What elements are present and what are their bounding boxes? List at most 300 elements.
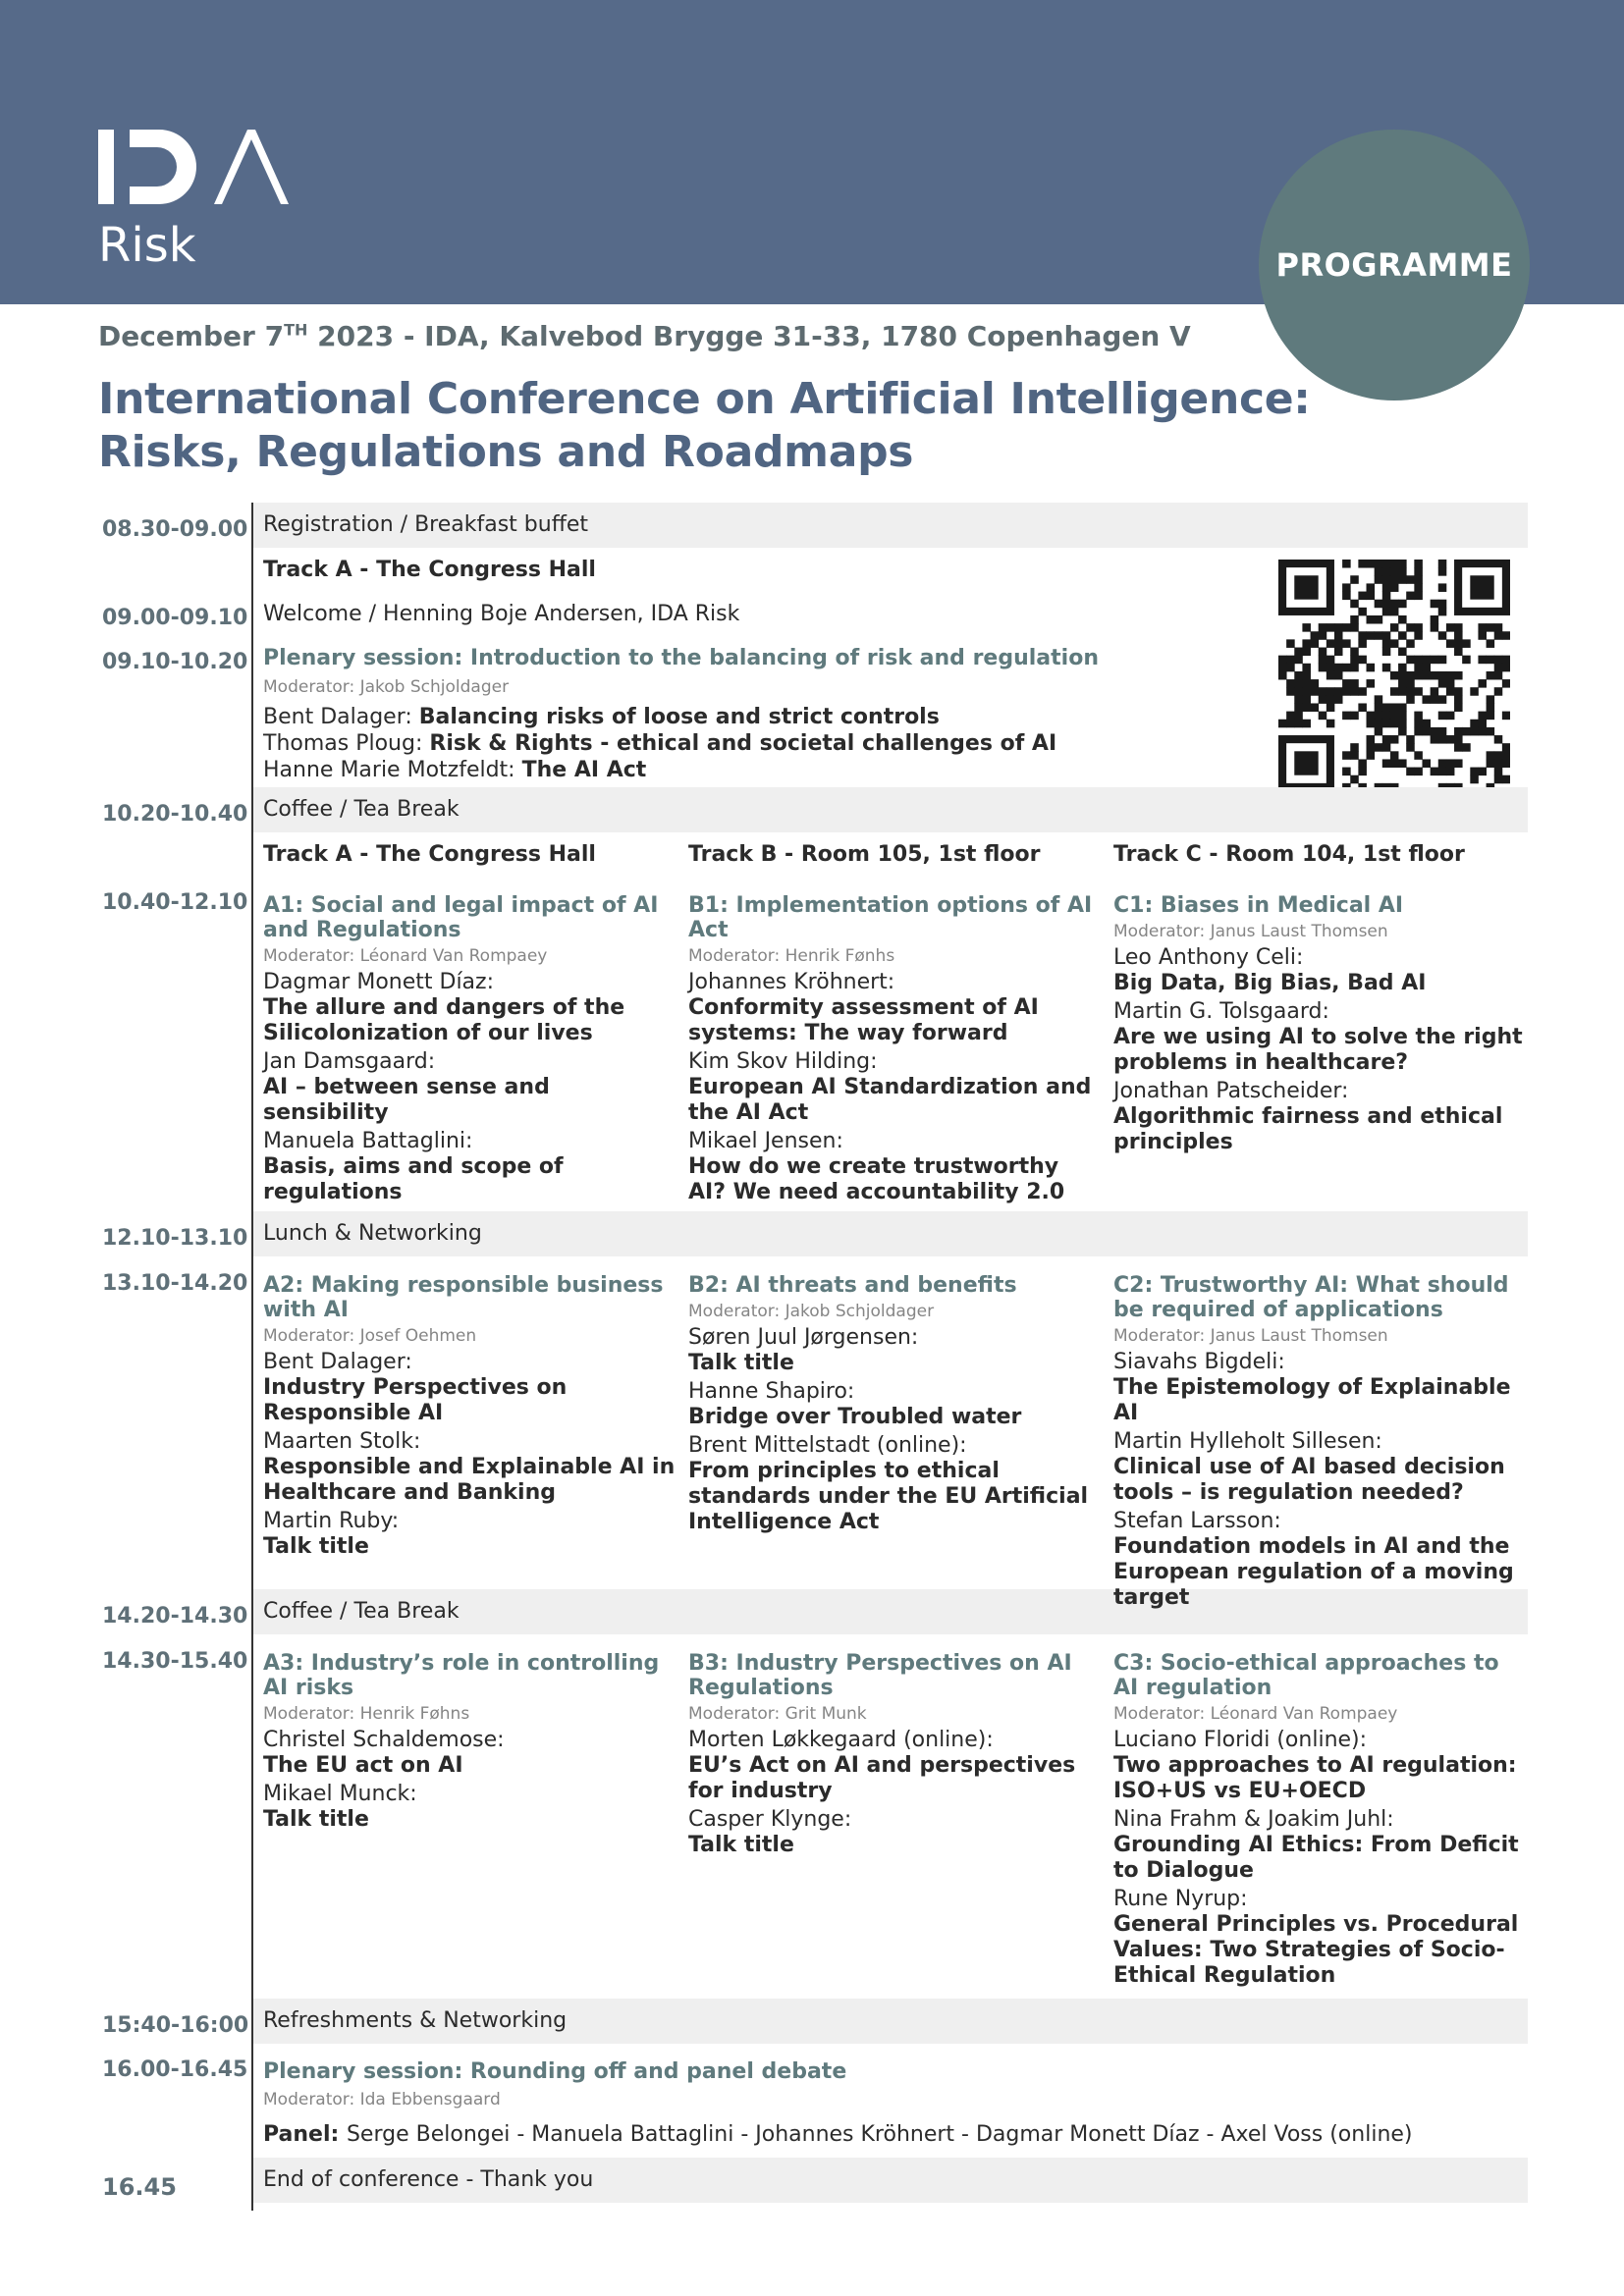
qr-module [1487, 703, 1495, 712]
qr-module [1350, 648, 1359, 657]
qr-module [1438, 567, 1447, 576]
talk-title: Conformity assessment of AI systems: The way forward [688, 995, 1039, 1045]
qr-code-icon[interactable] [1278, 560, 1510, 791]
qr-module [1319, 712, 1327, 721]
qr-module [1390, 703, 1399, 712]
welcome-text: Welcome / Henning Boje Andersen, IDA Risk [263, 602, 740, 626]
qr-module [1286, 656, 1295, 665]
speaker: Jonathan Patscheider: [1113, 1079, 1349, 1103]
qr-module [1390, 671, 1399, 680]
qr-module [1278, 656, 1287, 665]
qr-module [1406, 639, 1415, 648]
session-a3 [263, 1651, 676, 1833]
qr-module [1350, 712, 1359, 721]
qr-module [1478, 768, 1487, 776]
qr-module [1398, 575, 1407, 584]
qr-module [1326, 695, 1335, 704]
qr-module [1438, 608, 1447, 616]
qr-module [1494, 687, 1503, 696]
talk-title: Basis, aims and scope of regulations [263, 1154, 564, 1204]
time-block-2: 13.10-14.20 [102, 1271, 248, 1296]
qr-module [1431, 615, 1439, 624]
qr-module [1382, 608, 1391, 616]
time-lunch: 12.10-13.10 [102, 1226, 248, 1251]
qr-module [1358, 608, 1367, 616]
qr-module [1398, 679, 1407, 688]
session-b2 [688, 1273, 1101, 1535]
qr-module [1382, 759, 1391, 768]
qr-module [1350, 664, 1359, 672]
qr-module [1302, 639, 1311, 648]
qr-module [1302, 648, 1311, 657]
speaker: Maarten Stolk: [263, 1429, 421, 1454]
qr-module [1302, 695, 1311, 704]
ida-logo-icon [98, 130, 295, 204]
qr-module [1431, 735, 1439, 744]
speaker: Nina Frahm & Joakim Juhl: [1113, 1807, 1394, 1832]
session-moderator: Moderator: Léonard Van Rompaey [263, 946, 548, 966]
talk-title: Algorithmic fairness and ethical principles [1113, 1104, 1503, 1154]
speaker: Mikael Jensen: [688, 1129, 843, 1153]
qr-module [1406, 768, 1415, 776]
speaker: Dagmar Monett Díaz: [263, 970, 494, 994]
session-moderator: Moderator: Josef Oehmen [263, 1326, 477, 1346]
qr-module [1406, 743, 1415, 752]
qr-module [1342, 639, 1351, 648]
talk-title: Are we using AI to solve the right problems in healthcare? [1113, 1025, 1523, 1075]
talk-title: Grounding AI Ethics: From Deficit to Dialogue [1113, 1833, 1519, 1883]
qr-module [1462, 727, 1471, 736]
qr-module [1302, 664, 1311, 672]
plenary-1-talk: Thomas Ploug: Risk & Rights - ethical and societal challenges of AI [263, 731, 1057, 756]
qr-module [1487, 712, 1495, 721]
qr-module [1438, 583, 1447, 592]
qr-module [1438, 759, 1447, 768]
session-a1 [263, 893, 676, 1205]
qr-module [1286, 639, 1295, 648]
qr-module [1398, 712, 1407, 721]
qr-module [1422, 727, 1431, 736]
qr-module [1375, 615, 1383, 624]
qr-module [1382, 743, 1391, 752]
qr-module [1494, 751, 1503, 760]
qr-module [1334, 671, 1343, 680]
qr-module [1478, 623, 1487, 632]
qr-module [1406, 679, 1415, 688]
qr-module [1334, 648, 1343, 657]
talk-title: The allure and dangers of the Silicolonization of our lives [263, 995, 625, 1045]
speaker: Leo Anthony Celi: [1113, 945, 1304, 970]
qr-module [1367, 615, 1376, 624]
qr-module [1286, 687, 1295, 696]
qr-module [1494, 656, 1503, 665]
speaker: Bent Dalager: [263, 1350, 412, 1374]
qr-module [1494, 759, 1503, 768]
qr-module [1342, 687, 1351, 696]
qr-module [1478, 631, 1487, 640]
qr-module [1358, 656, 1367, 665]
session-c2 [1113, 1273, 1526, 1611]
qr-module [1382, 639, 1391, 648]
qr-module [1382, 583, 1391, 592]
talk-title: The EU act on AI [263, 1753, 463, 1778]
qr-module [1350, 656, 1359, 665]
qr-module [1390, 712, 1399, 721]
qr-module [1487, 623, 1495, 632]
qr-module [1311, 639, 1320, 648]
qr-module [1294, 575, 1318, 599]
qr-module [1294, 648, 1303, 657]
qr-module [1431, 695, 1439, 704]
qr-module [1454, 735, 1463, 744]
qr-module [1302, 671, 1311, 680]
qr-module [1398, 727, 1407, 736]
session-title: B3: Industry Perspectives on AI Regulations [688, 1651, 1072, 1700]
qr-module [1398, 720, 1407, 728]
plenary-2-moderator: Moderator: Ida Ebbensgaard [263, 2090, 501, 2109]
qr-module [1422, 664, 1431, 672]
qr-module [1311, 687, 1320, 696]
qr-module [1319, 631, 1327, 640]
qr-module [1454, 703, 1463, 712]
qr-module [1350, 615, 1359, 624]
qr-module [1414, 720, 1423, 728]
qr-module [1367, 743, 1376, 752]
qr-module [1422, 720, 1431, 728]
qr-module [1286, 712, 1295, 721]
qr-module [1286, 664, 1295, 672]
qr-module [1438, 631, 1447, 640]
qr-module [1350, 679, 1359, 688]
qr-module [1319, 648, 1327, 657]
qr-module [1494, 768, 1503, 776]
qr-module [1438, 695, 1447, 704]
talk-title: Responsible and Explainable AI in Healthcare and Banking [263, 1455, 676, 1505]
qr-module [1406, 575, 1415, 584]
qr-module [1367, 679, 1376, 688]
session-b3 [688, 1651, 1101, 1858]
qr-module [1350, 623, 1359, 632]
qr-module [1398, 703, 1407, 712]
qr-module [1375, 703, 1383, 712]
qr-module [1470, 575, 1493, 599]
timeline-divider [251, 503, 253, 2211]
qr-module [1278, 664, 1287, 672]
talk-title: AI – between sense and sensibility [263, 1075, 550, 1125]
qr-module [1358, 631, 1367, 640]
qr-module [1326, 623, 1335, 632]
qr-module [1414, 656, 1423, 665]
qr-module [1494, 631, 1503, 640]
session-title: C2: Trustworthy AI: What should be required of applications [1113, 1273, 1509, 1322]
talk-title: Clinical use of AI based decision tools – is regulation needed? [1113, 1455, 1505, 1505]
qr-module [1454, 727, 1463, 736]
talk-title: Foundation models in AI and the European regulation of a moving target [1113, 1534, 1514, 1610]
qr-module [1438, 656, 1447, 665]
talk-title: From principles to ethical standards under the EU Artificial Intelligence Act [688, 1459, 1089, 1534]
qr-module [1470, 687, 1479, 696]
speaker: Christel Schaldemose: [263, 1728, 505, 1752]
qr-module [1414, 712, 1423, 721]
qr-module [1367, 583, 1376, 592]
qr-module [1446, 639, 1455, 648]
track-b-heading: Track B - Room 105, 1st floor [688, 842, 1041, 867]
qr-module [1406, 671, 1415, 680]
qr-module [1375, 743, 1383, 752]
qr-module [1398, 560, 1407, 568]
talk-title: Bridge over Troubled water [688, 1405, 1022, 1429]
session-moderator: Moderator: Jakob Schjoldager [688, 1302, 935, 1321]
qr-module [1414, 623, 1423, 632]
qr-module [1294, 712, 1303, 721]
track-a-heading: Track A - The Congress Hall [263, 842, 596, 867]
qr-module [1382, 567, 1391, 576]
end-text: End of conference - Thank you [263, 2167, 594, 2192]
qr-module [1454, 687, 1463, 696]
event-date-location: December 7TH 2023 - IDA, Kalvebod Brygge 31-33, 1780 Copenhagen V [98, 320, 1191, 352]
session-moderator: Moderator: Henrik Føhns [263, 1704, 470, 1724]
qr-module [1487, 695, 1495, 704]
session-title: C1: Biases in Medical AI [1113, 893, 1404, 918]
qr-module [1494, 671, 1503, 680]
qr-module [1422, 759, 1431, 768]
qr-module [1342, 623, 1351, 632]
talk-title: Talk title [688, 1833, 794, 1857]
qr-module [1502, 759, 1510, 768]
qr-module [1438, 712, 1447, 721]
qr-module [1462, 639, 1471, 648]
qr-module [1367, 592, 1376, 601]
qr-module [1487, 751, 1495, 760]
qr-module [1382, 720, 1391, 728]
qr-module [1358, 703, 1367, 712]
qr-module [1390, 583, 1399, 592]
qr-module [1502, 656, 1510, 665]
qr-module [1390, 639, 1399, 648]
qr-module [1367, 751, 1376, 760]
qr-module [1398, 615, 1407, 624]
speaker: Stefan Larsson: [1113, 1509, 1281, 1533]
qr-module [1502, 743, 1510, 752]
qr-module [1446, 759, 1455, 768]
qr-module [1390, 687, 1399, 696]
qr-module [1367, 631, 1376, 640]
qr-module [1406, 656, 1415, 665]
qr-module [1478, 720, 1487, 728]
qr-module [1502, 679, 1510, 688]
qr-module [1494, 735, 1503, 744]
qr-module [1454, 759, 1463, 768]
qr-module [1398, 759, 1407, 768]
qr-module [1502, 664, 1510, 672]
qr-module [1390, 608, 1399, 616]
session-moderator: Moderator: Léonard Van Rompaey [1113, 1704, 1398, 1724]
qr-module [1294, 751, 1318, 774]
qr-module [1431, 768, 1439, 776]
qr-module [1431, 600, 1439, 609]
qr-module [1431, 656, 1439, 665]
qr-module [1326, 703, 1335, 712]
talk-title: How do we create trustworthy AI? We need accountability 2.0 [688, 1154, 1065, 1204]
qr-module [1350, 751, 1359, 760]
qr-module [1311, 703, 1320, 712]
qr-module [1334, 664, 1343, 672]
qr-module [1502, 712, 1510, 721]
qr-module [1311, 679, 1320, 688]
qr-module [1294, 656, 1303, 665]
qr-module [1358, 592, 1367, 601]
qr-module [1382, 703, 1391, 712]
qr-module [1342, 664, 1351, 672]
qr-module [1478, 679, 1487, 688]
qr-module [1414, 583, 1423, 592]
qr-module [1390, 751, 1399, 760]
qr-module [1326, 687, 1335, 696]
qr-module [1446, 679, 1455, 688]
speaker: Siavahs Bigdeli: [1113, 1350, 1285, 1374]
time-block-1: 10.40-12.10 [102, 890, 248, 915]
qr-module [1414, 560, 1423, 568]
talk-title: Industry Perspectives on Responsible AI [263, 1375, 568, 1425]
qr-module [1414, 592, 1423, 601]
qr-module [1302, 720, 1311, 728]
talk-title: Talk title [688, 1351, 794, 1375]
speaker: Jan Damsgaard: [263, 1049, 436, 1074]
qr-module [1375, 712, 1383, 721]
qr-module [1414, 687, 1423, 696]
qr-module [1334, 639, 1343, 648]
plenary-1-moderator: Moderator: Jakob Schjoldager [263, 677, 510, 697]
qr-module [1342, 583, 1351, 592]
brand-name: Risk [98, 218, 196, 273]
time-block-3: 14.30-15.40 [102, 1649, 248, 1674]
qr-module [1278, 720, 1287, 728]
qr-module [1487, 639, 1495, 648]
qr-module [1319, 664, 1327, 672]
qr-module [1390, 575, 1399, 584]
qr-module [1414, 751, 1423, 760]
qr-module [1358, 768, 1367, 776]
qr-module [1375, 600, 1383, 609]
qr-module [1326, 639, 1335, 648]
session-moderator: Moderator: Henrik Fønhs [688, 946, 895, 966]
qr-module [1367, 712, 1376, 721]
qr-module [1334, 631, 1343, 640]
talk-title: EU’s Act on AI and perspectives for industry [688, 1753, 1076, 1803]
session-moderator: Moderator: Janus Laust Thomsen [1113, 922, 1388, 941]
qr-module [1438, 727, 1447, 736]
qr-module [1302, 679, 1311, 688]
qr-module [1334, 623, 1343, 632]
qr-module [1375, 631, 1383, 640]
qr-module [1342, 592, 1351, 601]
qr-module [1487, 759, 1495, 768]
qr-module [1342, 712, 1351, 721]
qr-module [1398, 600, 1407, 609]
qr-module [1311, 631, 1320, 640]
qr-module [1502, 631, 1510, 640]
qr-module [1446, 687, 1455, 696]
talk-title: Two approaches to AI regulation: ISO+US vs EU+OECD [1113, 1753, 1517, 1803]
qr-module [1398, 664, 1407, 672]
qr-module [1342, 560, 1351, 568]
session-title: A2: Making responsible business with AI [263, 1273, 664, 1322]
time-welcome: 09.00-09.10 [102, 606, 248, 630]
qr-module [1406, 735, 1415, 744]
qr-module [1414, 631, 1423, 640]
qr-module [1431, 671, 1439, 680]
qr-module [1294, 687, 1303, 696]
qr-module [1334, 695, 1343, 704]
plenary-1-talk: Hanne Marie Motzfeldt: The AI Act [263, 758, 647, 782]
qr-module [1326, 671, 1335, 680]
qr-module [1286, 679, 1295, 688]
qr-module [1319, 695, 1327, 704]
qr-module [1431, 727, 1439, 736]
session-title: A3: Industry’s role in controlling AI risks [263, 1651, 660, 1700]
qr-module [1502, 751, 1510, 760]
qr-module [1350, 743, 1359, 752]
qr-module [1438, 671, 1447, 680]
talk-title: Talk title [263, 1534, 369, 1559]
qr-module [1382, 575, 1391, 584]
qr-module [1454, 639, 1463, 648]
session-title: A1: Social and legal impact of AI and Regulations [263, 893, 659, 942]
qr-module [1382, 712, 1391, 721]
qr-module [1414, 768, 1423, 776]
qr-module [1502, 775, 1510, 784]
qr-module [1375, 720, 1383, 728]
qr-module [1350, 575, 1359, 584]
time-registration: 08.30-09.00 [102, 517, 248, 542]
session-a2 [263, 1273, 676, 1560]
qr-module [1367, 735, 1376, 744]
qr-module [1350, 600, 1359, 609]
session-b1 [688, 893, 1101, 1205]
qr-module [1438, 679, 1447, 688]
qr-module [1422, 656, 1431, 665]
qr-module [1319, 623, 1327, 632]
lunch-text: Lunch & Networking [263, 1221, 482, 1246]
qr-module [1390, 759, 1399, 768]
qr-module [1350, 775, 1359, 784]
qr-module [1390, 735, 1399, 744]
speaker: Martin G. Tolsgaard: [1113, 999, 1329, 1024]
session-moderator: Moderator: Grit Munk [688, 1704, 867, 1724]
qr-module [1390, 600, 1399, 609]
qr-module [1334, 687, 1343, 696]
qr-module [1319, 687, 1327, 696]
speaker: Casper Klynge: [688, 1807, 852, 1832]
qr-module [1487, 671, 1495, 680]
page-title: International Conference on Artificial Intelligence: Risks, Regulations and Roadmaps [98, 374, 1311, 477]
speaker: Luciano Floridi (online): [1113, 1728, 1368, 1752]
programme-badge: PROGRAMME [1259, 130, 1530, 400]
session-moderator: Moderator: Janus Laust Thomsen [1113, 1326, 1388, 1346]
qr-module [1358, 639, 1367, 648]
qr-module [1342, 679, 1351, 688]
qr-module [1326, 720, 1335, 728]
qr-module [1454, 648, 1463, 657]
qr-module [1446, 768, 1455, 776]
qr-module [1406, 623, 1415, 632]
session-title: B1: Implementation options of AI Act [688, 893, 1093, 942]
qr-module [1438, 768, 1447, 776]
qr-module [1494, 623, 1503, 632]
panel-list: Panel: Serge Belongei - Manuela Battaglini - Johannes Kröhnert - Dagmar Monett Díaz - Axel Voss (online) [263, 2122, 1413, 2147]
qr-module [1470, 720, 1479, 728]
talk-title: General Principles vs. Procedural Values: Two Strategies of Socio-Ethical Regulation [1113, 1912, 1519, 1988]
